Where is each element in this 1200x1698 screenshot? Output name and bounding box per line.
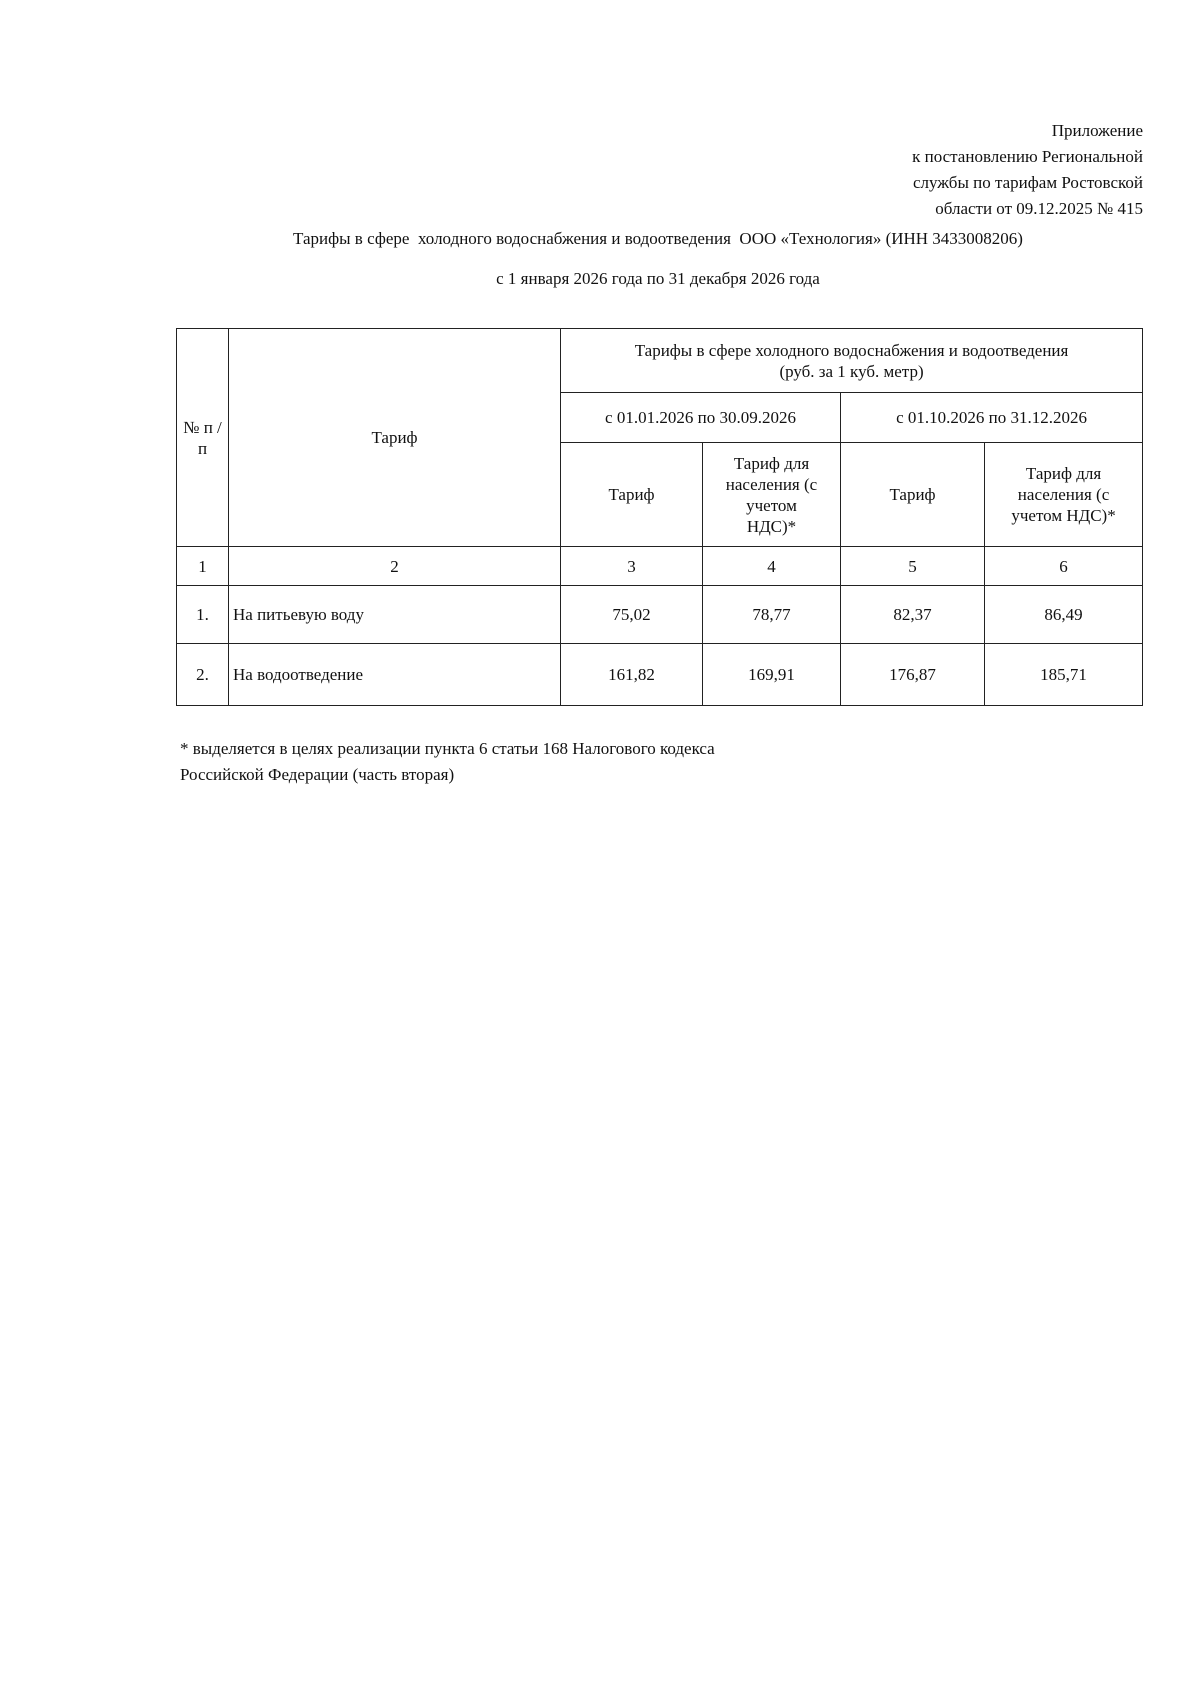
document-title: Тарифы в сфере холодного водоснабжения и водоотведения ООО «Технология» (ИНН 3433008206) (293, 229, 1023, 248)
row-value: 176,87 (841, 644, 985, 706)
group-header-line-1: Тарифы в сфере холодного водоснабжения и водоотведения (634, 340, 1069, 360)
header-row-1 (177, 329, 1143, 393)
row-number: 1. (177, 586, 229, 644)
row-value: 185,71 (985, 644, 1143, 706)
row-value: 78,77 (703, 586, 841, 644)
column-number: 2 (229, 547, 561, 586)
row-value: 86,49 (985, 586, 1143, 644)
column-number: 1 (177, 547, 229, 586)
footnote (180, 736, 715, 788)
footnote-line-1: * выделяется в целях реализации пункта 6 статьи 168 Налогового кодекса (180, 739, 715, 758)
row-value: 161,82 (561, 644, 703, 706)
table-row (177, 644, 1143, 706)
header-cell-tariff: Тариф (229, 329, 561, 547)
row-value: 169,91 (703, 644, 841, 706)
row-name: На питьевую воду (229, 586, 561, 644)
row-name: На водоотведение (229, 644, 561, 706)
row-value: 75,02 (561, 586, 703, 644)
appendix-line-2: к постановлению Региональной (912, 147, 1143, 166)
footnote-line-2: Российской Федерации (часть вторая) (180, 765, 455, 784)
column-number-row (177, 547, 1143, 586)
appendix-block (912, 118, 1143, 222)
column-number: 3 (561, 547, 703, 586)
header-cell-period-2-population: Тариф для населения (с учетом НДС)* (985, 443, 1143, 547)
appendix-line-3: службы по тарифам Ростовской (912, 173, 1143, 192)
column-number: 4 (703, 547, 841, 586)
row-value: 82,37 (841, 586, 985, 644)
header-cell-period-2: с 01.10.2026 по 31.12.2026 (841, 393, 1143, 443)
header-cell-period-2-tariff: Тариф (841, 443, 985, 547)
group-header-line-2: (руб. за 1 куб. метр) (779, 361, 924, 381)
row-number: 2. (177, 644, 229, 706)
column-number: 5 (841, 547, 985, 586)
header-cell-period-1-tariff: Тариф (561, 443, 703, 547)
tariffs-table (176, 328, 1143, 706)
appendix-line-4: области от 09.12.2025 № 415 (935, 199, 1143, 218)
column-number: 6 (985, 547, 1143, 586)
document-period: с 1 января 2026 года по 31 декабря 2026 года (496, 269, 820, 288)
table-row (177, 586, 1143, 644)
header-cell-period-1-population: Тариф для населения (с учетом НДС)* (703, 443, 841, 547)
header-cell-number: № п /п (177, 329, 229, 547)
appendix-line-1: Приложение (1051, 121, 1143, 140)
header-cell-group (561, 329, 1143, 393)
header-cell-period-1: с 01.01.2026 по 30.09.2026 (561, 393, 841, 443)
